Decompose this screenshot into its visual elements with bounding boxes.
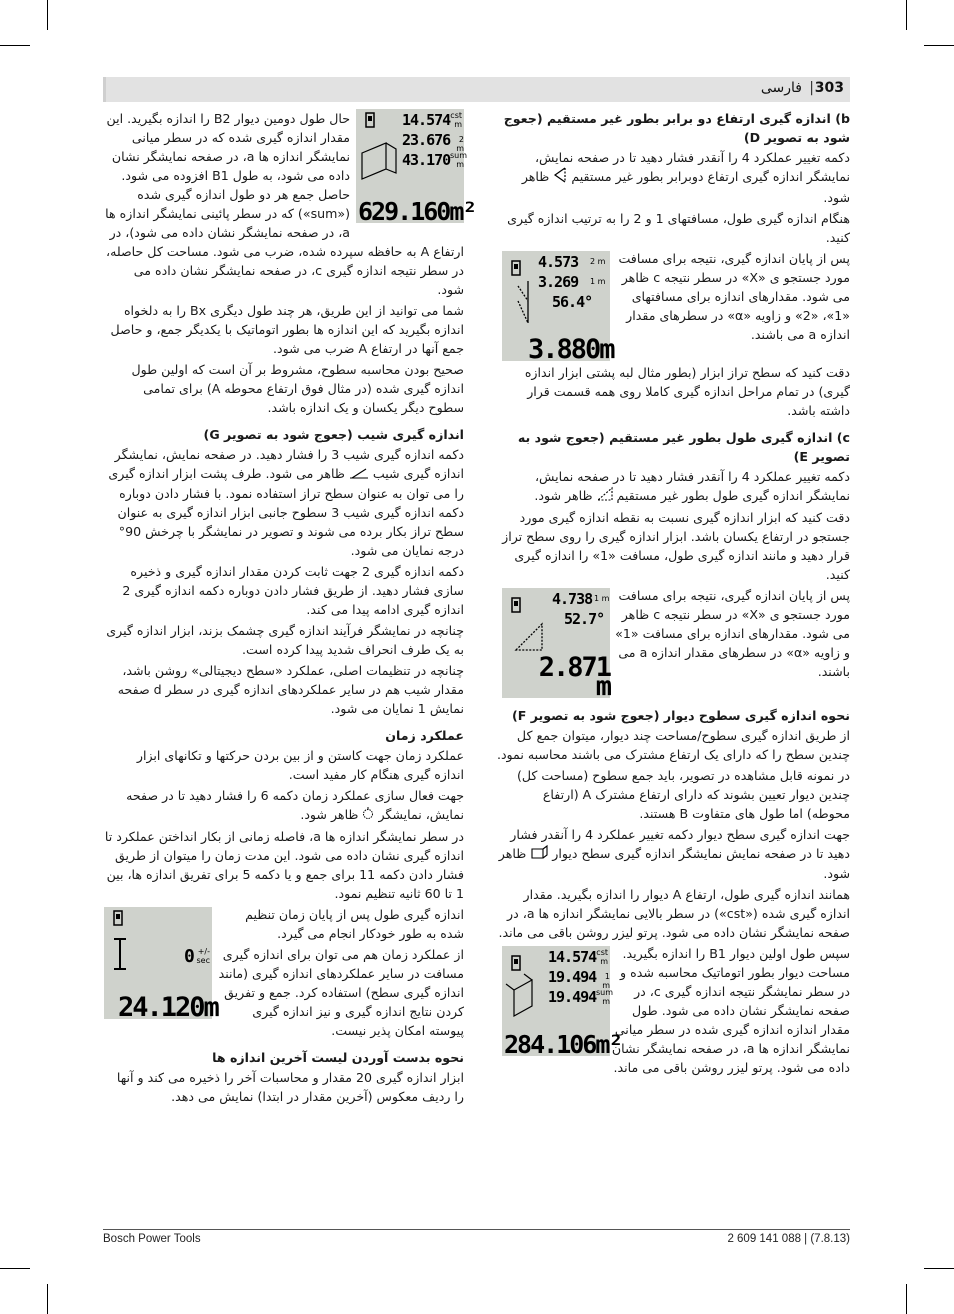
result-value: 2.871 m <box>538 652 610 702</box>
crop-mark <box>924 1268 954 1269</box>
page-number: 303 <box>814 80 844 96</box>
indirect-length-icon <box>597 487 613 506</box>
unit-label: cst m <box>450 111 462 129</box>
paragraph: اندازه گیری طول پس از پایان زمان تنظیم شده به طور خودکار انجام می گیرد. <box>245 907 464 941</box>
paragraph: دکمه اندازه گیری شیب 3 را فشار دهید. در صفحه نمایش، نمایشگر اندازه گیری شیب ظاهر می شود. طرف پشت ابزار اندازه گیری را می توان به عنوان سطح تراز استفاده نمود. با فشار دادن دوباره دکمه اندازه گیری شیب 3 سطوح جانبی ابزار اندازه گیری به عنوان سطح تراز بکار برده می شوند و تصویر در نمایشگر با چرخش 90° درجه نمایان می شود. <box>108 447 464 558</box>
measurement-line-3: 43.170 <box>402 151 451 169</box>
display-d5 <box>104 907 218 1023</box>
paragraph: در سطر نمایشگر اندازه ها a، فاصله زمانی از بکار انداختن عملکرد تا اندازه گیری نشان داده می شود. این مدت زمان را میتوان از طریق فشار دادن دکمه 11 برای جمع و یا دکمه 5 برای تفریق اندازه ها، بین 1 تا 60 ثانیه تنظیم نمود. <box>104 829 464 901</box>
paragraph: پس از پایان اندازه گیری، نتیجه برای مسافت مورد جستجو ی «X» در سطر نتیجه c ظاهر می شود. مقدارهای اندازه برای مسافت «1» و زاویه «α» در سطرهای مقدار اندازه a می باشند. <box>615 588 850 679</box>
wall-area-icon <box>530 845 548 864</box>
paragraph: دکمه اندازه گیری 2 جهت ثابت کردن مقدار اندازه گیری و ذخیره سازی فشار دهید. از طریق فشار دادن دوباره دکمه اندازه گیری 2 اندازه گیری ادامه پیدا می کند. <box>122 564 464 617</box>
crop-mark <box>906 1284 907 1314</box>
crop-mark <box>0 1268 30 1269</box>
unit-label: 2 m <box>590 257 606 266</box>
double-height-icon <box>553 167 567 188</box>
paragraph: ابزار اندازه گیری 20 مقدار و محاسبات آخر را ذخیره می کند و آنها را ردیف معکوس (آخرین مقدار در ابتدا) نمایش می دهد. <box>116 1070 464 1104</box>
unit-label: 2 m <box>456 135 464 153</box>
section-title-c: c) اندازه گیری طول بطور غیر مستقیم (جعوج شود به تصویر E) <box>517 430 850 464</box>
crop-mark <box>47 1284 48 1314</box>
footer-docnum: 2 609 141 088 | (7.8.13) <box>727 1233 850 1245</box>
display-d2 <box>502 588 610 702</box>
display-d3 <box>502 946 622 1059</box>
paragraph: پس از پایان اندازه گیری، نتیجه برای مسافت مورد جستجو ی «X» در سطر نتیجه c ظاهر می شود. مقدارهای اندازه برای مسافتهای «1»، «2» و زاویه «α» در سطرهای مقدار اندازه a می باشند. <box>618 251 850 342</box>
crop-mark <box>924 45 954 46</box>
header-tab <box>103 77 106 102</box>
paragraph: چنانچه در تنظیمات اصلی، عملکرد «سطح دیجیتالی» روشن باشد، مقدار شیب هم در سایر عملکردهای اندازه گیری در سطر d صفحه نمایش 1 نمایان می شود. <box>117 663 464 716</box>
result-value: 3.880m <box>528 334 614 365</box>
display-d4 <box>356 109 476 226</box>
result-value: 629.160m² <box>358 197 476 226</box>
unit-label: 1 m <box>594 594 610 603</box>
crop-mark <box>0 45 30 46</box>
crop-mark <box>906 0 907 30</box>
header-language: فارسی <box>760 80 802 96</box>
paragraph: دکمه تغییر عملکرد 4 را آنقدر فشار دهید تا در صفحه نمایش، نمایشگر اندازه گیری ارتفاع دوبرابر بطور غیر مستقیم ظاهر شود. <box>521 150 850 205</box>
paragraph: از طریق اندازه گیری سطوح/مساحت چند دیوار، میتوان جمع کل چندین سطح را که دارای یک ارتفاع مشترک می باشند محاسبه نمود. <box>496 728 850 762</box>
paragraph: دکمه تغییر عملکرد 4 را آنقدر فشار دهید تا در صفحه نمایش، نمایشگر اندازه گیری طول بطور غیر مستقیم ظاهر شود. <box>496 467 850 506</box>
display-d1 <box>502 251 614 365</box>
paragraph: سپس طول اولین دیوار B1 را اندازه بگیرید. مساحت دیوار بطور اتوماتیک محاسبه شده و در سطر نمایشگر نتیجه اندازه گیری c، در صفحه نمایشگر نشان داده می شود. طول مقدار اندازه اندازه گیری شده در سطر میانی نمایشگر اندازه ها a، در صفحه نمایشگر نشان داده می شود. پرتو لیزر روشن باقی می ماند. <box>611 946 850 1075</box>
section-title-timer: عملکرد زمان <box>385 728 464 743</box>
footer-brand: Bosch Power Tools <box>103 1233 201 1245</box>
page-header <box>103 77 850 102</box>
unit-label: 1 m <box>602 972 610 990</box>
paragraph: جهت فعال سازی عملکرد زمان دکمه 6 را فشار دهید تا در صفحه نمایش، نمایشگر ظاهر شود. <box>104 786 464 825</box>
left-column <box>104 109 476 1108</box>
measurement-line-1: 14.574 <box>402 111 451 129</box>
crop-mark <box>47 0 48 30</box>
unit-label: 1 m <box>590 277 606 286</box>
measurement-line-2: 3.269 <box>538 273 579 291</box>
measurement-line-1: 4.573 <box>538 253 579 271</box>
paragraph: همانند اندازه گیری طول، ارتفاع A دیوار را اندازه بگیرید. مقدار اندازه گیری شده («cst») در سطر بالایی نمایشگر اندازه ها a، در صفحه نمایشگر نشان داده می شود. پرتو لیزر روشن باقی می ماند. <box>498 887 850 940</box>
measurement-line-2: 52.7° <box>564 610 605 628</box>
measurement-line-2: 19.494 <box>548 968 597 986</box>
timer-value: 0 <box>184 946 194 967</box>
paragraph: دقت کنید که ابزار اندازه گیری نسبت به نقطه اندازه گیری مورد جستجو در ارتفاع یکسان باشد. ابزار اندازه گیری را روی سطح تراز قرار دهید و مانند اندازه گیری طول، مسافت «1» را اندازه گیری کنید. <box>502 510 850 582</box>
paragraph: صحیح بودن محاسبه سطوح، مشروط بر آن است که اولین طول اندازه گیری شده (در مثال فوق ارتفاع محوطه A) برای تمامی سطوح دیگر یکسان و یک اندازه باشد. <box>131 362 464 415</box>
paragraph: از عملکرد زمان هم می توان برای اندازه گیری مسافت در سایر عملکردهای اندازه گیری (مانند اندازه گیری سطح) استفاده کرد. جمع و تفریق کردن نتایج اندازه گیری و نیز اندازه گیری پیوسته امکان پذیر نیست. <box>218 947 464 1038</box>
result-value: 284.106m² <box>504 1030 622 1059</box>
paragraph: حال طول دومین دیوار B2 را اندازه بگیرید. این مقدار اندازه گیری شده که در سطر میانی نمایشگر اندازه ها a، در صفحه نمایشگر نشان داده می شود، به طول B1 افزوده می شود. حاصل جمع هر دو طول اندازه گیری شده («sum») که در سطر پائینی نمایشگر اندازه ها a، در صفحه نمایشگر نشان داده می شود)، در ارتفاع A به حافظه سپرده شده، ضرب می شود. مساحت کل حاصله، در سطر نتیجه اندازه گیری c، در صفحه نمایشگر نشان داده می شود. <box>105 111 464 297</box>
unit-label: sum m <box>596 988 614 1006</box>
paragraph: جهت اندازه گیری سطح دیوار دکمه تغییر عملکرد 4 را آنقدر فشار دهید تا در صفحه نمایش نمایشگر اندازه گیری سطح دیوار ظاهر شود. <box>498 827 850 881</box>
paragraph: شما می توانید از این طریق، هر چند طول دیگری Bx را به دلخواه اندازه بگیرید که این اندازه ها بطور اتوماتیک با یکدیگر جمع، و حاصل جمع آنها در ارتفاع A ضرب می شود. <box>110 303 464 356</box>
section-title-g: اندازه گیری شیب (جعوج شود به تصویر G) <box>203 427 464 442</box>
right-column <box>496 109 850 1079</box>
footer-rule <box>103 1229 850 1230</box>
section-title-f: نحوه اندازه گیری سطوح دیوار (جعوج شود به تصویر F) <box>511 708 850 723</box>
paragraph: هنگام اندازه گیری طول، مسافتهای 1 و 2 را به ترتیب اندازه گیری کنید. <box>507 211 850 245</box>
result-value: 24.120m <box>118 992 218 1023</box>
slope-icon <box>349 465 369 484</box>
section-title-list: نحوه بدست آوردن لیست آخرین اندازه ها <box>212 1050 464 1065</box>
measurement-line-3: 19.494 <box>548 988 597 1006</box>
paragraph: در نمونه قابل مشاهده در تصویر، باید جمع سطوح (مساحت کل) چندین دیوار تعیین بشوند که دارای ارتفاع مشترک A (ارتفاع محوطه) اما طول های متفاوت B هستند. <box>516 768 850 821</box>
unit-label: sum m <box>450 151 468 169</box>
measurement-line-2: 23.676 <box>402 131 451 149</box>
header-separator: | <box>809 80 814 96</box>
measurement-line-3: 56.4° <box>552 293 593 311</box>
paragraph: عملکرد زمان جهت کاستن و از بین بردن حرکتها و تکانهای ابزار اندازه گیری هنگام کار مفید است. <box>136 748 464 782</box>
unit-label: +/- sec <box>196 947 210 965</box>
section-title-b: b) اندازه گیری ارتفاع دو برابر بطور غیر مستقیم (جعوج شود به تصویر D) <box>503 111 850 145</box>
paragraph: چنانچه در نمایشگر فرآیند اندازه گیری چشمک بزند، ابزار اندازه گیری به یک طرف انحراف شدید پیدا کرده است. <box>106 623 464 657</box>
measurement-line-1: 4.738 <box>552 590 593 608</box>
paragraph: دقت کنید که سطح تراز ابزار (بطور مثال لبه پشتی ابزار اندازه گیری) در تمام مراحل اندازه گیری کاملا روی همه قسمت قرار داشته باشد. <box>524 365 850 418</box>
unit-label: cst m <box>596 948 608 966</box>
timer-icon <box>362 806 374 825</box>
measurement-line-1: 14.574 <box>548 948 597 966</box>
